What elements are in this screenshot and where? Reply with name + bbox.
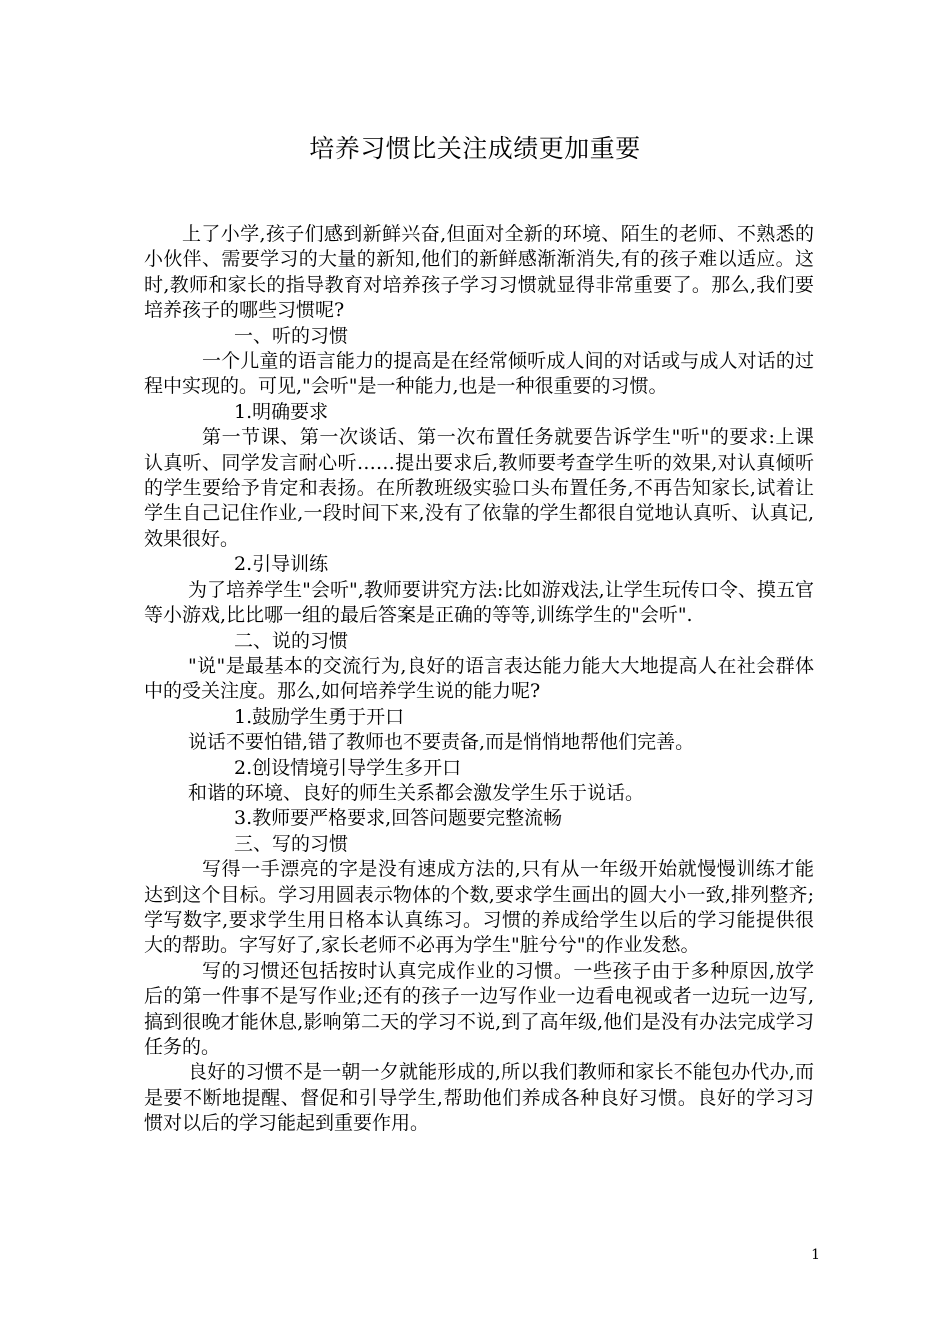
paragraph-speaking: "说"是最基本的交流行为,良好的语言表达能力能大大地提高人在社会群体中的受关注度。那么,如何培养学生说的能力呢? — [144, 654, 814, 703]
paragraph-conclusion: 良好的习惯不是一朝一夕就能形成的,所以我们教师和家长不能包办代办,而是要不断地提醒、督促和引导学生,帮助他们养成各种良好习惯。良好的学习习惯对以后的学习能起到重要作用。 — [144, 1061, 814, 1135]
paragraph-writing: 写得一手漂亮的字是没有速成方法的,只有从一年级开始就慢慢训练才能达到这个目标。学习用圆表示物体的个数,要求学生画出的圆大小一致,排列整齐;学写数字,要求学生用日格本认真练习。习惯的养成给学生以后的学习能提供很大的帮助。字写好了,家长老师不必再为学生"脏兮兮"的作业发愁。 — [144, 858, 814, 957]
subheading-create-situations: 2.创设情境引导学生多开口 — [234, 756, 462, 779]
paragraph-create-situations: 和谐的环境、良好的师生关系都会激发学生乐于说话。 — [188, 781, 645, 804]
page-number: 1 — [811, 1247, 820, 1263]
paragraph-listening: 一个儿童的语言能力的提高是在经常倾听成人间的对话或与成人对话的过程中实现的。可见,"会听"是一种能力,也是一种很重要的习惯。 — [144, 350, 814, 398]
paragraph-intro: 上了小学,孩子们感到新鲜兴奋,但面对全新的环境、陌生的老师、不熟悉的小伙伴、需要学习的大量的新知,他们的新鲜感渐渐消失,有的孩子难以适应。这时,教师和家长的指导教育对培养孩子学习习惯就显得非常重要了。那么,我们要培养孩子的哪些习惯呢? — [144, 223, 814, 322]
subheading-strict-requirements: 3.教师要严格要求,回答问题要完整流畅 — [234, 807, 563, 830]
section-heading-listening: 一、听的习惯 — [234, 324, 349, 347]
section-heading-writing: 三、写的习惯 — [234, 832, 349, 855]
document-body — [144, 222, 814, 1137]
paragraph-guided-training: 为了培养学生"会听",教师要讲究方法:比如游戏法,让学生玩传口令、摸五官等小游戏,比比哪一组的最后答案是正确的等等,训练学生的"会听". — [144, 578, 814, 627]
subheading-guided-training: 2.引导训练 — [234, 553, 329, 576]
paragraph-encourage-speaking: 说话不要怕错,错了教师也不要责备,而是悄悄地帮他们完善。 — [188, 731, 695, 754]
section-heading-speaking: 二、说的习惯 — [234, 629, 349, 652]
document-title: 培养习惯比关注成绩更加重要 — [309, 134, 641, 163]
paragraph-clear-requirements: 第一节课、第一次谈话、第一次布置任务就要告诉学生"听"的要求:上课认真听、同学发言耐心听……提出要求后,教师要考查学生听的效果,对认真倾听的学生要给予肯定和表扬。在所教班级实验口头布置任务,不再告知家长,试着让学生自己记住作业,一段时间下来,没有了依靠的学生都很自觉地认真听、认真记,效果很好。 — [144, 426, 814, 550]
paragraph-homework-habits: 写的习惯还包括按时认真完成作业的习惯。一些孩子由于多种原因,放学后的第一件事不是写作业;还有的孩子一边写作业一边看电视或者一边玩一边写,搞到很晚才能休息,影响第二天的学习不说,到了高年级,他们是没有办法完成学习任务的。 — [144, 959, 814, 1058]
subheading-clear-requirements: 1.明确要求 — [234, 400, 329, 423]
subheading-encourage-speaking: 1.鼓励学生勇于开口 — [234, 705, 405, 728]
